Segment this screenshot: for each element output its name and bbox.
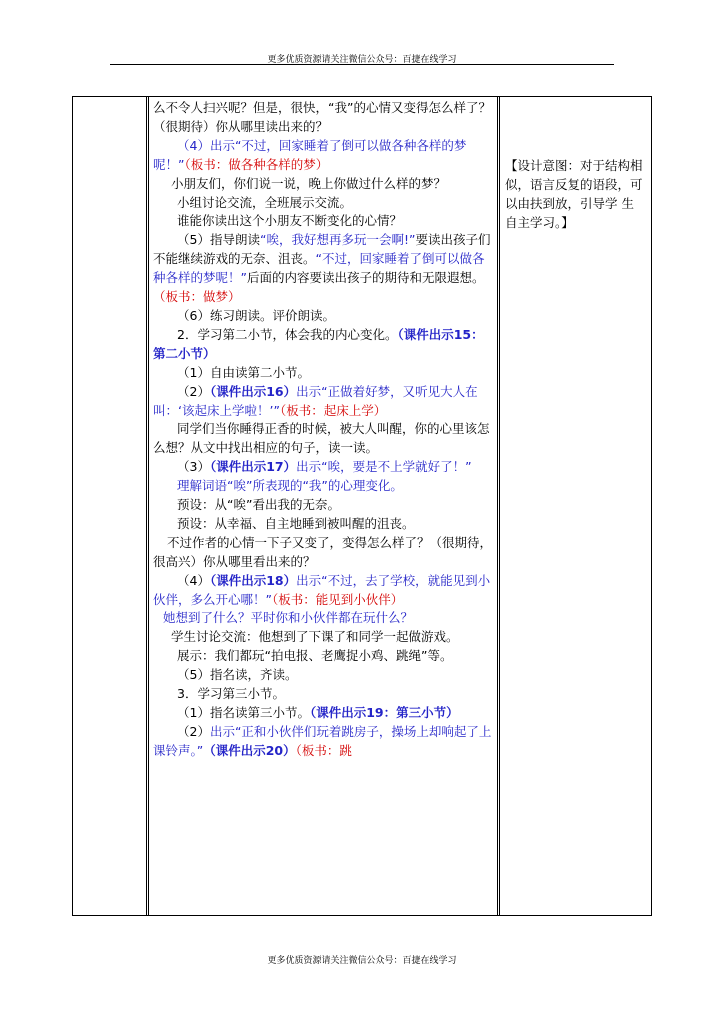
paragraph: 展示：我们都玩“拍电报、老鹰捉小鸡、跳绳”等。 — [177, 648, 453, 664]
paragraph: （5）指名读，齐读。 — [177, 667, 298, 683]
header-rule — [110, 64, 614, 65]
courseware-note: （课件出示16） — [209, 383, 297, 399]
paragraph — [153, 458, 495, 477]
text: （5）指导朗读 — [177, 232, 260, 248]
paragraph — [153, 326, 495, 364]
text: （2） — [177, 723, 210, 739]
blackboard-note: （板书：能见到小伙伴） — [271, 591, 404, 607]
courseware-note: （课件出示18） — [209, 572, 297, 588]
text: （4） — [177, 572, 210, 588]
text: “不过，回家睡着了倒可以做各种各样的梦呢！” — [153, 251, 485, 286]
paragraph: （6）练习朗读。评价朗读。 — [177, 307, 335, 323]
blackboard-note: （板书：做各种各样的梦） — [184, 156, 329, 172]
blackboard-note: （板书：做梦） — [153, 289, 241, 305]
paragraph — [153, 383, 495, 421]
blackboard-note: （板书：跳 — [295, 742, 352, 758]
text: 出示“唉，要是不上学就好了！” — [296, 459, 472, 475]
paragraph: 谁能你读出这个小朋友不断变化的心情？ — [177, 213, 403, 229]
lesson-table — [72, 96, 652, 916]
teaching-process-cell — [153, 99, 495, 761]
text: 出示“正和小伙伴们玩着跳房子，操场上却响起了上课铃声。” — [153, 723, 492, 758]
column-divider — [148, 97, 149, 915]
column-divider — [146, 97, 147, 915]
text: （3） — [177, 459, 210, 475]
column-divider — [499, 97, 500, 915]
paragraph: 么不令人扫兴呢？但是，很快，“我”的心情又变得怎么样了？（很期待）你从哪里读出来的？ — [153, 100, 491, 134]
text: （2） — [177, 383, 210, 399]
text: “唉，我好想再多玩一会啊!” — [259, 232, 416, 248]
paragraph: 小朋友们，你们说一说，晚上你做过什么样的梦？ — [171, 175, 447, 191]
paragraph: 她想到了什么？平时你和小伙伴都在玩什么？ — [163, 610, 414, 626]
paragraph: 不过作者的心情一下子又变了，变得怎么样了？（很期待，很高兴）你从哪里看出来的？ — [153, 534, 493, 569]
courseware-note: （课件出示15：第二小节） — [153, 326, 484, 361]
paragraph: 理解词语“唉”所表现的“我”的心理变化。 — [177, 478, 403, 494]
courseware-note: （课件出示17） — [209, 459, 297, 475]
text: 要读出孩子们不能继续游戏的无奈、沮丧。 — [153, 232, 491, 267]
paragraph: 预设：从幸福、自主地睡到被叫醒的沮丧。 — [177, 515, 415, 531]
courseware-note: （课件出示19：第三小节） — [309, 705, 459, 720]
courseware-note: （课件出示20） — [203, 742, 296, 758]
text: 2．学习第二小节，体会我的内心变化。 — [177, 326, 398, 342]
paragraph — [153, 137, 495, 175]
paragraph: 3．学习第三小节。 — [177, 686, 285, 702]
paragraph: 预设：从“唉”看出我的无奈。 — [177, 497, 340, 513]
text: 出示“正做着好梦，又听见大人在叫：‘该起床上学啦！’” — [153, 383, 478, 418]
paragraph — [153, 723, 495, 761]
paragraph — [153, 572, 495, 610]
paragraph: （1）自由读第二小节。 — [177, 364, 310, 380]
text: 出示“不过，去了学校，就能见到小伙伴，多么开心哪！” — [153, 572, 491, 607]
paragraph: 同学们当你睡得正香的时候，被大人叫醒，你的心里该怎么想？从文中找出相应的句子，读一读。 — [153, 421, 490, 456]
paragraph — [153, 231, 495, 307]
page-header: 更多优质资源请关注微信公众号：百捷在线学习 — [267, 55, 457, 65]
design-intent-cell: 【设计意图：对于结构相似，语言反复的语段，可 以由扶到放，引导学 生自主学习。】 — [505, 158, 643, 230]
text: （1）指名读第三小节。 — [177, 705, 310, 720]
paragraph: 学生讨论交流：他想到了下课了和同学一起做游戏。 — [171, 629, 459, 645]
text: （4） — [177, 137, 210, 153]
paragraph: 小组讨论交流，全班展示交流。 — [177, 194, 353, 210]
blackboard-note: （板书：起床上学） — [279, 402, 387, 418]
text: 出示“不过，回家睡着了倒可以做各种各样的梦呢！” — [153, 137, 467, 172]
text: 后面的内容要读出孩子的期待和无限遐想。 — [246, 270, 485, 286]
paragraph — [153, 704, 495, 723]
column-divider — [497, 97, 498, 915]
page-footer: 更多优质资源请关注微信公众号：百捷在线学习 — [267, 956, 457, 966]
